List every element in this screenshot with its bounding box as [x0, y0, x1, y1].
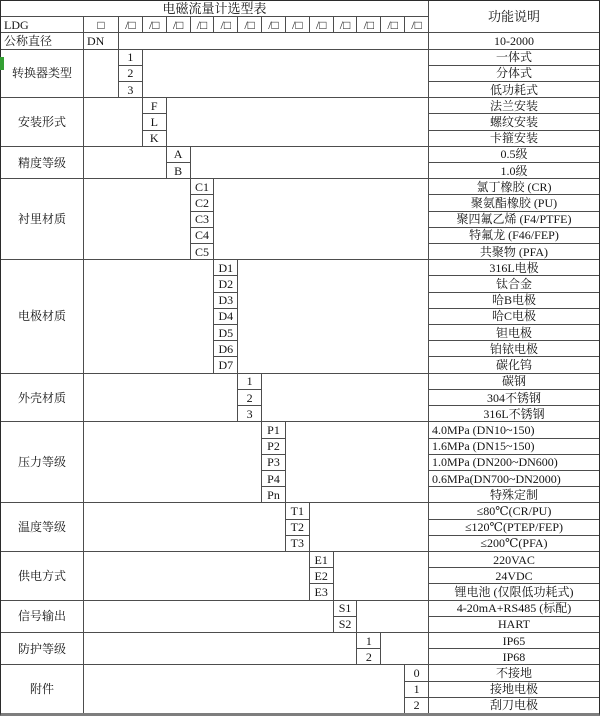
- model-slot-box: /□: [167, 17, 190, 32]
- desc-cell: IP65: [429, 633, 599, 648]
- function-header: 功能说明: [429, 1, 599, 32]
- section-label: 公称直径: [1, 33, 83, 48]
- desc-cell: 0.6MPa(DN700~DN2000): [429, 471, 599, 486]
- model-slot-box: /□: [286, 17, 309, 32]
- desc-cell: 4-20mA+RS485 (标配): [429, 601, 599, 616]
- empty-area: [84, 50, 118, 98]
- code-cell: 2: [238, 390, 261, 405]
- empty-area: [143, 50, 428, 98]
- empty-area: [286, 422, 428, 502]
- desc-cell: 1.6MPa (DN15~150): [429, 439, 599, 454]
- desc-cell: HART: [429, 617, 599, 632]
- desc-cell: 卡箍安装: [429, 131, 599, 146]
- code-cell: 0: [405, 665, 428, 680]
- desc-cell: 氯丁橡胶 (CR): [429, 179, 599, 194]
- code-cell: DN: [84, 33, 118, 48]
- code-cell: D6: [214, 341, 237, 356]
- code-cell: C4: [191, 228, 214, 243]
- desc-cell: ≤120℃(PTEP/FEP): [429, 520, 599, 535]
- empty-area: [262, 374, 428, 422]
- section-label: 温度等级: [1, 503, 83, 551]
- desc-cell: 220VAC: [429, 552, 599, 567]
- desc-cell: 不接地: [429, 665, 599, 680]
- code-cell: 2: [119, 66, 142, 81]
- desc-cell: 接地电极: [429, 682, 599, 697]
- desc-cell: 锂电池 (仅限低功耗式): [429, 584, 599, 599]
- code-cell: C3: [191, 212, 214, 227]
- empty-area: [84, 601, 333, 632]
- code-cell: 3: [119, 82, 142, 97]
- model-slot-box: /□: [405, 17, 428, 32]
- model-slot-box: /□: [214, 17, 237, 32]
- green-corner-marker: [0, 57, 4, 70]
- desc-cell: 聚四氟乙烯 (F4/PTFE): [429, 212, 599, 227]
- code-cell: E3: [310, 584, 333, 599]
- code-cell: D3: [214, 293, 237, 308]
- empty-area: [381, 633, 428, 664]
- section-label: 安装形式: [1, 98, 83, 146]
- code-cell: E2: [310, 568, 333, 583]
- empty-area: [191, 147, 428, 178]
- code-cell: B: [167, 163, 190, 178]
- code-cell: 1: [119, 50, 142, 65]
- desc-cell: 螺纹安装: [429, 114, 599, 129]
- code-cell: 2: [405, 698, 428, 713]
- empty-area: [310, 503, 428, 551]
- desc-cell: 分体式: [429, 66, 599, 81]
- desc-cell: 0.5级: [429, 147, 599, 162]
- empty-area: [84, 552, 309, 600]
- desc-cell: 特氟龙 (F46/FEP): [429, 228, 599, 243]
- desc-cell: 4.0MPa (DN10~150): [429, 422, 599, 437]
- desc-cell: 1.0级: [429, 163, 599, 178]
- section-label: 精度等级: [1, 147, 83, 178]
- desc-cell: 哈B电极: [429, 293, 599, 308]
- section-label: 外壳材质: [1, 374, 83, 422]
- model-slot-box: /□: [310, 17, 333, 32]
- code-cell: L: [143, 114, 166, 129]
- model-first-box: □: [84, 17, 118, 32]
- empty-area: [84, 422, 261, 502]
- empty-area: [84, 665, 404, 713]
- code-cell: P1: [262, 422, 285, 437]
- section-label: 压力等级: [1, 422, 83, 502]
- empty-area: [214, 179, 428, 259]
- empty-area: [84, 503, 285, 551]
- table-title: 电磁流量计选型表: [1, 1, 428, 16]
- code-cell: C2: [191, 195, 214, 210]
- empty-area: [238, 260, 428, 372]
- desc-cell: 316L电极: [429, 260, 599, 275]
- section-label: 衬里材质: [1, 179, 83, 259]
- code-cell: 1: [357, 633, 380, 648]
- model-prefix: LDG: [1, 17, 83, 32]
- desc-cell: 共聚物 (PFA): [429, 244, 599, 259]
- model-slot-box: /□: [191, 17, 214, 32]
- empty-area: [84, 179, 190, 259]
- desc-cell: 钽电极: [429, 325, 599, 340]
- desc-cell: 304不锈钢: [429, 390, 599, 405]
- model-slot-box: /□: [143, 17, 166, 32]
- code-cell: 2: [357, 649, 380, 664]
- desc-cell: 法兰安装: [429, 98, 599, 113]
- desc-cell: IP68: [429, 649, 599, 664]
- code-cell: 1: [405, 682, 428, 697]
- empty-area: [357, 601, 428, 632]
- section-label: 转换器类型: [1, 50, 83, 98]
- empty-area: [119, 33, 428, 48]
- empty-area: [84, 147, 166, 178]
- empty-area: [84, 374, 237, 422]
- code-cell: T1: [286, 503, 309, 518]
- code-cell: D7: [214, 357, 237, 372]
- desc-cell: 一体式: [429, 50, 599, 65]
- desc-cell: 10-2000: [429, 33, 599, 48]
- desc-cell: 碳钢: [429, 374, 599, 389]
- desc-cell: 钛合金: [429, 276, 599, 291]
- code-cell: S2: [334, 617, 357, 632]
- desc-cell: ≤200℃(PFA): [429, 536, 599, 551]
- model-slot-box: /□: [238, 17, 261, 32]
- section-label: 信号输出: [1, 601, 83, 632]
- code-cell: C5: [191, 244, 214, 259]
- model-slot-box: /□: [334, 17, 357, 32]
- model-slot-box: /□: [357, 17, 380, 32]
- empty-area: [84, 98, 142, 146]
- code-cell: 3: [238, 406, 261, 421]
- desc-cell: 低功耗式: [429, 82, 599, 97]
- code-cell: K: [143, 131, 166, 146]
- desc-cell: 哈C电极: [429, 309, 599, 324]
- code-cell: T2: [286, 520, 309, 535]
- code-cell: D5: [214, 325, 237, 340]
- model-slot-box: /□: [119, 17, 142, 32]
- code-cell: F: [143, 98, 166, 113]
- empty-area: [84, 633, 356, 664]
- section-label: 附件: [1, 665, 83, 713]
- desc-cell: 碳化钨: [429, 357, 599, 372]
- empty-area: [167, 98, 428, 146]
- desc-cell: 聚氨酯橡胶 (PU): [429, 195, 599, 210]
- desc-cell: 特殊定制: [429, 487, 599, 502]
- model-slot-box: /□: [262, 17, 285, 32]
- section-label: 供电方式: [1, 552, 83, 600]
- code-cell: A: [167, 147, 190, 162]
- desc-cell: 1.0MPa (DN200~DN600): [429, 455, 599, 470]
- code-cell: T3: [286, 536, 309, 551]
- code-cell: S1: [334, 601, 357, 616]
- section-label: 电极材质: [1, 260, 83, 372]
- code-cell: Pn: [262, 487, 285, 502]
- empty-area: [334, 552, 428, 600]
- desc-cell: 刮刀电极: [429, 698, 599, 713]
- empty-area: [84, 260, 213, 372]
- code-cell: D1: [214, 260, 237, 275]
- section-label: 防护等级: [1, 633, 83, 664]
- code-cell: E1: [310, 552, 333, 567]
- desc-cell: 316L不锈钢: [429, 406, 599, 421]
- desc-cell: ≤80℃(CR/PU): [429, 503, 599, 518]
- code-cell: D2: [214, 276, 237, 291]
- code-cell: D4: [214, 309, 237, 324]
- desc-cell: 铂铱电极: [429, 341, 599, 356]
- desc-cell: 24VDC: [429, 568, 599, 583]
- code-cell: P2: [262, 439, 285, 454]
- code-cell: C1: [191, 179, 214, 194]
- model-slot-box: /□: [381, 17, 404, 32]
- code-cell: P4: [262, 471, 285, 486]
- code-cell: P3: [262, 455, 285, 470]
- code-cell: 1: [238, 374, 261, 389]
